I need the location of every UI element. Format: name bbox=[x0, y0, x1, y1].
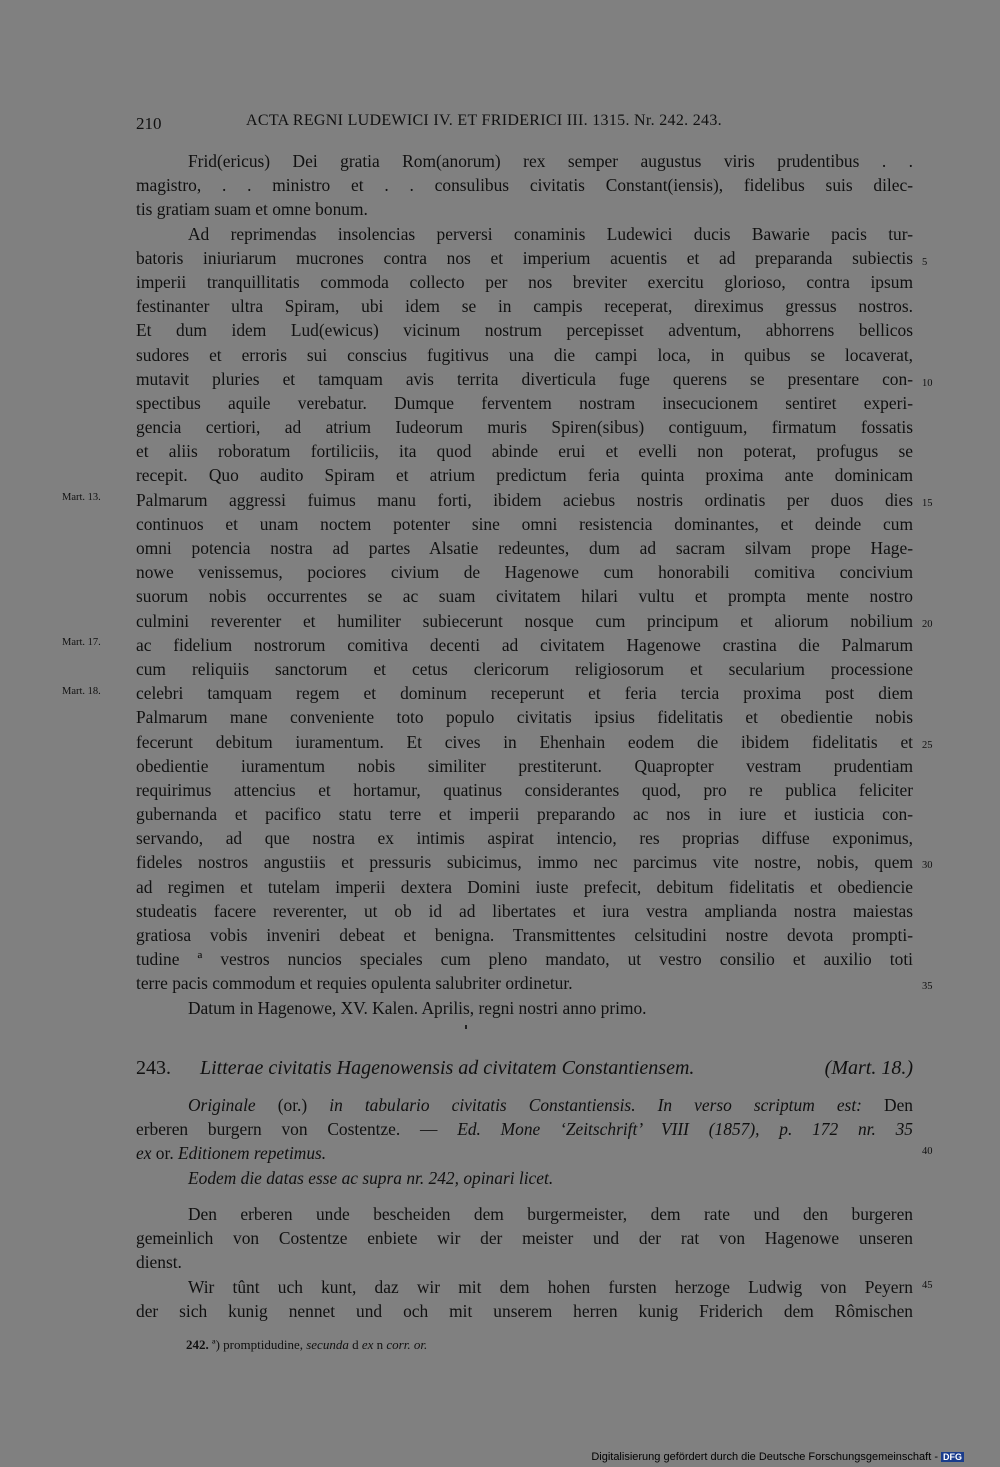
line-number: 45 bbox=[922, 1280, 933, 1291]
source-line: Originale (or.) in tabulario civitatis Constantiensis. In verso scriptum est: Den bbox=[188, 1095, 913, 1115]
text-line: mutavit pluries et tamquam avis territa diverticula fuge querens se presentare con- bbox=[136, 368, 913, 389]
text-line: gemeinlich von Costentze enbiete wir der meister und der rat von Hagenowe unseren bbox=[136, 1228, 913, 1249]
text-line: Den erberen unde bescheiden dem burgermeister, dem rate und den burgeren bbox=[188, 1204, 913, 1224]
text-line: celebri tamquam regem et dominum receperunt et feria tercia proxima post diem bbox=[136, 683, 913, 704]
text-line: nowe venissemus, pociores civium de Hagenowe cum honorabili comitiva concivium bbox=[136, 562, 913, 583]
source-notes bbox=[136, 1093, 913, 1190]
document-number: 243. bbox=[136, 1057, 171, 1079]
text-line: requirimus attencius et hortamur, quatinus considerantes quod, pro re publica feliciter bbox=[136, 779, 913, 800]
page-number: 210 bbox=[136, 114, 162, 133]
dfg-logo: DFG bbox=[943, 1452, 962, 1462]
text-line: obedientie iuramentum nobis similiter prestiterunt. Quapropter vestram prudentiam bbox=[136, 755, 913, 776]
section-divider bbox=[465, 1025, 467, 1029]
line-number: 25 bbox=[922, 740, 933, 751]
document-date: (Mart. 18.) bbox=[824, 1057, 913, 1079]
text-line: suorum nobis occurrentes se ac suam civitatem hilari vultu et prompta mente nostro bbox=[136, 586, 913, 607]
text-line: gencia certiori, ad atrium Iudeorum muris Spiren(sibus) contiguum, firmatum fossatis bbox=[136, 417, 913, 438]
source-line: ex or. Editionem repetimus. bbox=[136, 1143, 327, 1164]
text-line: festinanter ultra Spiram, ubi idem se in campis receperat, direximus gressus nostros. bbox=[136, 296, 913, 317]
text-line: tudine ª vestros nuncios speciales cum pleno mandato, ut vestro consilio et auxilio toti bbox=[136, 949, 913, 970]
text-line: dienst. bbox=[136, 1252, 182, 1273]
text-line: terre pacis commodum et requies opulenta salubriter ordinetur. bbox=[136, 973, 573, 994]
footnote-mark: ª) bbox=[212, 1337, 220, 1352]
text-line: cum reliquiis sanctorum et cetus clericorum religiosorum et secularium processione bbox=[136, 658, 913, 679]
margin-date: Mart. 18. bbox=[62, 686, 101, 697]
running-title: ACTA REGNI LUDEWICI IV. ET FRIDERICI III. 1315. Nr. 242. 243. bbox=[246, 112, 722, 129]
text-line: spectibus aquile verebatur. Dumque ferventem nostram insecucionem sentiret experi- bbox=[136, 392, 913, 413]
line-number: 35 bbox=[922, 981, 933, 992]
document-title: Litterae civitatis Hagenowensis ad civitatem Constantiensem. bbox=[200, 1057, 695, 1079]
text-line: et aliis roboratum fortiliciis, ita quod abinde erui et evelli non poterat, profugus se bbox=[136, 441, 913, 462]
document-243-text bbox=[136, 1202, 913, 1323]
text-line: omni potencia nostra ad partes Alsatie redeuntes, dum ad sacram silvam prope Hage- bbox=[136, 538, 913, 558]
line-number: 20 bbox=[922, 619, 933, 630]
digitization-credit: Digitalisierung gefördert durch die Deutsche Forschungsgemeinschaft - DFG bbox=[591, 1451, 962, 1463]
text-line: continuos et unam noctem potenter sine omni resistencia dominantes, et deinde cum bbox=[136, 513, 913, 534]
line-number: 5 bbox=[922, 257, 928, 268]
text-line: gubernanda et pacifico statu terre et imperii preparando ac nos in iure et iusticia con- bbox=[136, 804, 913, 825]
text-line: der sich kunig nennet und och mit unserem herren kunig Friderich dem Rômischen bbox=[136, 1300, 913, 1321]
footnote-ref: 242. bbox=[186, 1337, 209, 1352]
text-line: fideles nostros angustiis et pressuris subicimus, immo nec parcimus vite nostre, nobis, quem bbox=[136, 852, 913, 873]
text-line: servando, ad que nostra ex intimis aspirat intencio, res proprias diffuse exponimus, bbox=[136, 828, 913, 849]
footnote: 242. ª) promptidudine, secunda d ex n corr. or. bbox=[186, 1337, 428, 1352]
running-head bbox=[136, 112, 916, 138]
text-line: Ad reprimendas insolencias perversi conaminis Ludewici ducis Bawarie pacis tur- bbox=[188, 223, 913, 244]
text-line: ac fidelium nostrorum comitiva decenti ad civitatem Hagenowe crastina die Palmarum bbox=[136, 634, 913, 655]
text-line: fecerunt debitum iuramentum. Et cives in Ehenhain eodem die ibidem fidelitatis et bbox=[136, 731, 913, 752]
margin-date: Mart. 17. bbox=[62, 637, 101, 648]
text-line: magistro, . . ministro et . . consulibus civitatis Constant(iensis), fidelibus suis dilec- bbox=[136, 175, 913, 196]
text-line: studeatis facere reverenter, ut ob id ad libertates et iura vestra amplianda nostra maiestas bbox=[136, 900, 913, 921]
text-line: sudores et erroris sui conscius fugitivus una die campi loca, in quibus se locaverat, bbox=[136, 344, 913, 365]
margin-date: Mart. 13. bbox=[62, 492, 101, 503]
line-number: 30 bbox=[922, 860, 933, 871]
line-number: 15 bbox=[922, 498, 933, 509]
text-line: Palmarum aggressi fuimus manu forti, ibidem aciebus nostris ordinatis per duos dies bbox=[136, 489, 913, 510]
text-line: Wir tûnt uch kunt, daz wir mit dem hohen fursten herzoge Ludwig von Peyern bbox=[188, 1276, 913, 1297]
source-line: erberen burgern von Costentze. — Ed. Mone ‘Zeitschrift’ VIII (1857), p. 172 nr. 35 bbox=[136, 1119, 913, 1140]
text-line: culmini reverenter et humiliter subiecerunt nosque cum principum et aliorum nobilium bbox=[136, 610, 913, 631]
line-number: 40 bbox=[922, 1146, 933, 1157]
document-242-text bbox=[136, 149, 913, 1020]
text-line: Palmarum mane conveniente toto populo civitatis ipsius fidelitatis et obedientie nobis bbox=[136, 707, 913, 728]
line-number: 10 bbox=[922, 378, 933, 389]
text-line: Datum in Hagenowe, XV. Kalen. Aprilis, regni nostri anno primo. bbox=[188, 997, 647, 1018]
source-line: Eodem die datas esse ac supra nr. 242, opinari licet. bbox=[188, 1167, 554, 1188]
text-line: Frid(ericus) Dei gratia Rom(anorum) rex semper augustus viris prudentibus . . bbox=[188, 151, 913, 171]
text-line: ad regimen et tutelam imperii dextera Domini iuste prefecit, debitum fidelitatis et obediencie bbox=[136, 876, 913, 897]
text-line: imperii tranquillitatis commoda collecto per nos breviter exercitu glorioso, contra ipsum bbox=[136, 271, 913, 292]
text-line: batoris iniuriarum mucrones contra nos et imperium acuentis et ad preparanda subiectis bbox=[136, 247, 913, 268]
text-line: gratiosa vobis inveniri debeat et benigna. Transmittentes celsitudini nostre devota prompti- bbox=[136, 925, 913, 945]
text-line: recepit. Quo audito Spiram et atrium predictum feria quinta proxima ante dominicam bbox=[136, 465, 913, 486]
text-line: tis gratiam suam et omne bonum. bbox=[136, 199, 368, 220]
text-line: Et dum idem Lud(ewicus) vicinum nostrum percepisset adventum, abhorrens bellicos bbox=[136, 320, 913, 341]
